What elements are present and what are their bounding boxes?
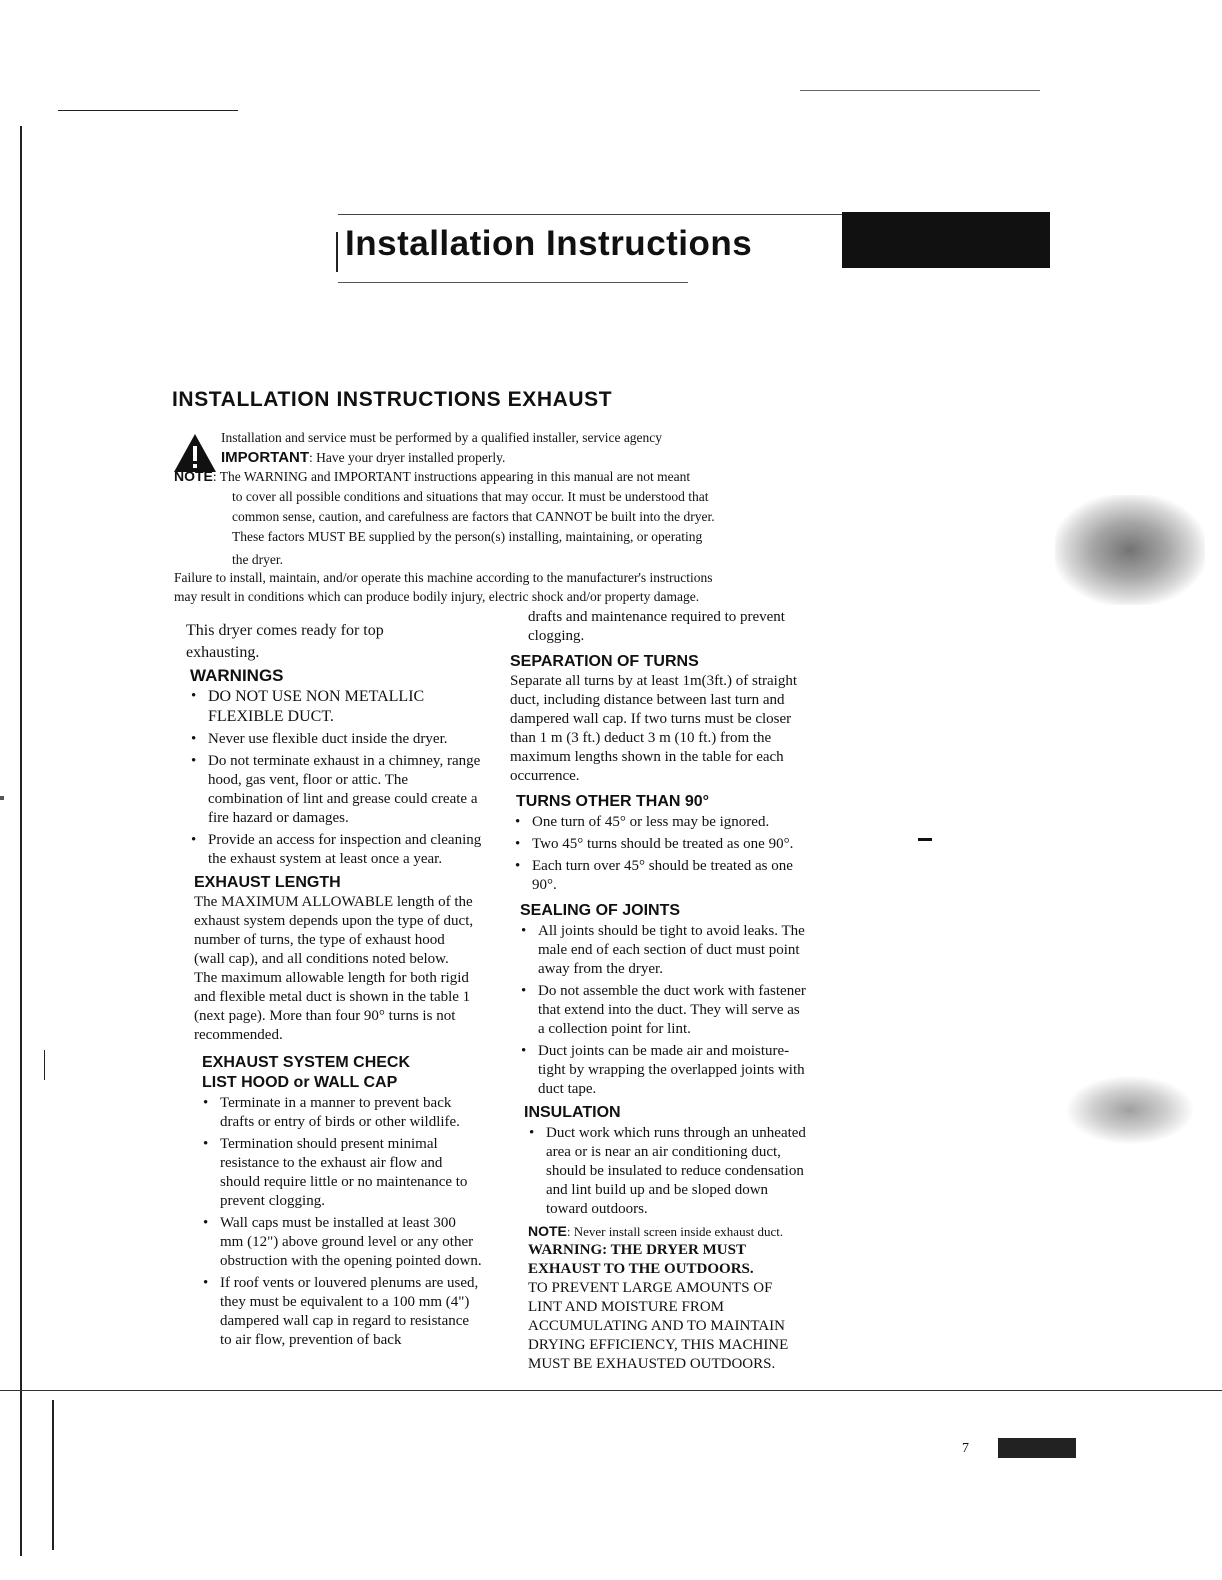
left-margin-line (20, 126, 22, 1556)
top-left-rule (58, 110, 238, 111)
left-short-rule (44, 1050, 45, 1080)
page-number: 7 (962, 1441, 969, 1456)
sealing-heading: SEALING OF JOINTS (520, 902, 681, 919)
note-label: NOTE (528, 1223, 567, 1239)
turns-item: • Each turn over 45° should be treated as one 90°. (515, 858, 793, 893)
turns-heading: TURNS OTHER THAN 90° (516, 793, 710, 810)
continued-text: drafts and maintenance required to prevent clogging. (528, 609, 785, 644)
sealing-item: • Do not assemble the duct work with fastener that extend into the duct. They will serve as a collection point for lint. (521, 983, 806, 1037)
banner-bottom-rule (338, 282, 688, 283)
checklist-heading-1: EXHAUST SYSTEM CHECK (202, 1054, 411, 1071)
checklist-item: • If roof vents or louvered plenums are used, they must be equivalent to a 100 mm (4") dampered wall cap in regard to resistance to air flow, prevention of back (203, 1275, 479, 1348)
separation-heading: SEPARATION OF TURNS (510, 653, 699, 670)
checklist-item: • Terminate in a manner to prevent back drafts or entry of birds or other wildlife. (203, 1095, 460, 1130)
warning-item: • DO NOT USE NON METALLIC FLEXIBLE DUCT. (191, 688, 425, 725)
warning-item: • Do not terminate exhaust in a chimney, range hood, gas vent, floor or attic. The combination of lint and grease could create a fire hazard or damages. (191, 753, 481, 826)
warning-line: TO PREVENT LARGE AMOUNTS OF (528, 1280, 773, 1296)
separation-text: Separate all turns by at least 1m(3ft.) of straight duct, including distance between last turn and dampered wall cap. If two turns must be closer than 1 m (3 ft.) deduct 3 m (10 ft.) from the maximum lengths shown in the table for each occurrence. (510, 673, 797, 784)
scan-noise-bottom (1065, 1075, 1195, 1145)
note-label: NOTE (174, 468, 213, 484)
failure-line-1: Failure to install, maintain, and/or operate this machine according to the manufacturer's instructions (174, 570, 713, 585)
warning-bold-line-1: WARNING: THE DRYER MUST (528, 1242, 746, 1258)
bottom-rule (0, 1390, 1222, 1391)
warning-item: • Provide an access for inspection and cleaning the exhaust system at least once a year. (191, 832, 482, 867)
note-line-2: to cover all possible conditions and situations that may occur. It must be understood that (232, 489, 709, 504)
banner-left-rule (336, 232, 338, 272)
scan-noise-top (1055, 495, 1205, 605)
scan-speck (918, 838, 932, 841)
warning-bold-line-2: EXHAUST TO THE OUTDOORS. (528, 1261, 754, 1277)
note-line-1 (174, 467, 690, 486)
checklist-item: • Termination should present minimal resistance to the exhaust air flow and should require little or no maintenance to prevent clogging. (203, 1136, 468, 1209)
insulation-item: • Duct work which runs through an unheated area or is near an air conditioning duct, should be insulated to reduce condensation and lint build up and be sloped down toward outdoors. (529, 1125, 806, 1217)
scan-speck (0, 796, 4, 800)
turns-item: • Two 45° turns should be treated as one 90°. (515, 836, 794, 852)
checklist-item: • Wall caps must be installed at least 300 mm (12") above ground level or any other obstruction with the opening pointed down. (203, 1215, 482, 1269)
warning-line: DRYING EFFICIENCY, THIS MACHINE (528, 1337, 789, 1353)
left-lower-rule (52, 1400, 54, 1550)
checklist-heading-2: LIST HOOD or WALL CAP (202, 1074, 398, 1091)
warning-item: • Never use flexible duct inside the dryer. (191, 731, 448, 747)
sealing-item: • Duct joints can be made air and moisture-tight by wrapping the overlapped joints with duct tape. (521, 1043, 805, 1097)
warning-line: ACCUMULATING AND TO MAINTAIN (528, 1318, 785, 1334)
note-text: : The WARNING and IMPORTANT instructions appearing in this manual are not meant (212, 469, 691, 484)
failure-line-2: may result in conditions which can produce bodily injury, electric shock and/or property damage. (174, 589, 700, 604)
page-tab-block (998, 1438, 1076, 1458)
intro-text: This dryer comes ready for top exhausting. (186, 622, 384, 661)
note-line-3: common sense, caution, and carefulness are factors that CANNOT be built into the dryer. (232, 509, 715, 524)
insulation-note (528, 1222, 810, 1241)
banner-top-rule (338, 214, 850, 215)
important-label: IMPORTANT (221, 449, 310, 466)
section-title: INSTALLATION INSTRUCTIONS EXHAUST (172, 388, 613, 411)
left-column (186, 620, 482, 1353)
header-black-block (842, 212, 1050, 268)
important-line (221, 448, 505, 467)
warnings-heading: WARNINGS (190, 666, 284, 685)
exhaust-length-heading: EXHAUST LENGTH (194, 874, 341, 891)
page-title: Installation Instructions (345, 224, 753, 263)
exhaust-length-text: The MAXIMUM ALLOWABLE length of the exhaust system depends upon the type of duct, number of turns, the type of exhaust hood (wall cap), and all conditions noted below. The maximum allowable length for both rigid and flexible metal duct is shown in the table 1 (next page). More than four 90° turns is not recommended. (194, 894, 474, 1043)
right-column (510, 608, 810, 1374)
insulation-heading: INSULATION (524, 1104, 621, 1121)
notice-line-qualified-installer: Installation and service must be performed by a qualified installer, service agency (221, 430, 663, 445)
warning-line: MUST BE EXHAUSTED OUTDOORS. (528, 1356, 776, 1372)
important-text: : Have your dryer installed properly. (309, 450, 506, 465)
note-text: : Never install screen inside exhaust duct. (566, 1224, 784, 1239)
note-line-5: the dryer. (232, 552, 283, 567)
turns-item: • One turn of 45° or less may be ignored. (515, 814, 770, 830)
sealing-item: • All joints should be tight to avoid leaks. The male end of each section of duct must point away from the dryer. (521, 923, 805, 977)
note-line-4: These factors MUST BE supplied by the person(s) installing, maintaining, or operating (232, 529, 703, 544)
warning-line: LINT AND MOISTURE FROM (528, 1299, 724, 1315)
top-right-rule (800, 90, 1040, 91)
